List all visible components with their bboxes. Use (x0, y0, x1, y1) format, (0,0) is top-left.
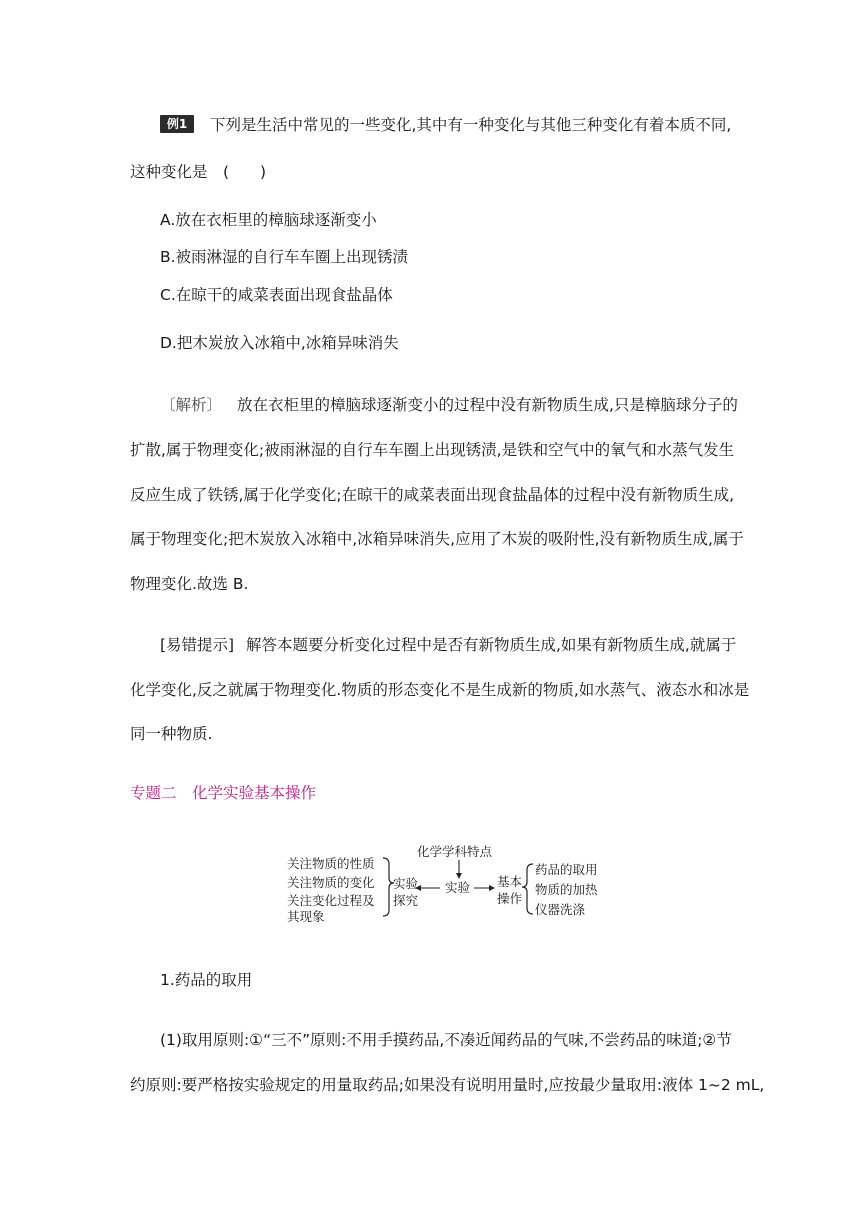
diagram-right-item-2: 物质的加热 (535, 882, 598, 897)
diagram-right-item-3: 仪器洗涤 (535, 902, 586, 917)
diagram-left-item-4: 其现象 (287, 909, 325, 924)
diagram-top-label: 化学学科特点 (417, 844, 493, 859)
option-b: B.被雨淋湿的自行车车圈上出现锈渍 (160, 248, 409, 266)
diagram-center-label: 实验 (445, 880, 471, 895)
analysis-line-2: 扩散,属于物理变化;被雨淋湿的自行车车圈上出现锈渍,是铁和空气中的氧气和水蒸气发生 (130, 441, 735, 459)
question-line-1: 下列是生活中常见的一些变化,其中有一种变化与其他三种变化有着本质不同, (210, 116, 732, 134)
option-a: A.放在衣柜里的樟脑球逐渐变小 (160, 211, 377, 229)
diagram-explore-1: 实验 (393, 876, 419, 891)
option-d: D.把木炭放入冰箱中,冰箱异味消失 (160, 334, 399, 352)
option-c: C.在晾干的咸菜表面出现食盐晶体 (160, 286, 393, 304)
question-line-2: 这种变化是 ( ) (130, 163, 267, 181)
diagram-basic-1: 基本 (497, 874, 523, 889)
analysis-line-5: 物理变化.故选 B. (130, 575, 249, 593)
analysis-label: 〔解析〕 (160, 396, 223, 414)
analysis-line-4: 属于物理变化;把木炭放入冰箱中,冰箱异味消失,应用了木炭的吸附性,没有新物质生成,属于 (130, 530, 744, 548)
tip-line-2: 化学变化,反之就属于物理变化.物质的形态变化不是生成新的物质,如水蒸气、液态水和冰是 (130, 681, 750, 699)
subsection-title: 1.药品的取用 (160, 971, 253, 989)
diagram-right-item-1: 药品的取用 (535, 862, 598, 877)
tip-label: [易错提示] (160, 636, 235, 654)
diagram-left-item-2: 关注物质的变化 (287, 875, 375, 890)
analysis-line-3: 反应生成了铁锈,属于化学变化;在晾干的咸菜表面出现食盐晶体的过程中没有新物质生成, (130, 486, 735, 504)
principle-line-1: (1)取用原则:①“三不”原则:不用手摸药品,不凑近闻药品的气味,不尝药品的味道;②节 (160, 1031, 732, 1049)
tip-line-1: 解答本题要分析变化过程中是否有新物质生成,如果有新物质生成,就属于 (246, 636, 737, 654)
example-badge: 例1 (160, 115, 194, 133)
principle-line-2: 约原则:要严格按实验规定的用量取药品;如果没有说明用量时,应按最少量取用:液体 1~2 mL, (130, 1076, 765, 1094)
section-title: 专题二 化学实验基本操作 (130, 784, 317, 802)
analysis-line-1: 放在衣柜里的樟脑球逐渐变小的过程中没有新物质生成,只是樟脑球分子的 (237, 396, 738, 414)
experiment-diagram (287, 842, 605, 924)
tip-line-3: 同一种物质. (130, 725, 213, 743)
diagram-left-item-1: 关注物质的性质 (287, 856, 375, 871)
diagram-left-item-3: 关注变化过程及 (287, 893, 375, 908)
diagram-basic-2: 操作 (497, 891, 523, 906)
diagram-explore-2: 探究 (393, 893, 419, 908)
